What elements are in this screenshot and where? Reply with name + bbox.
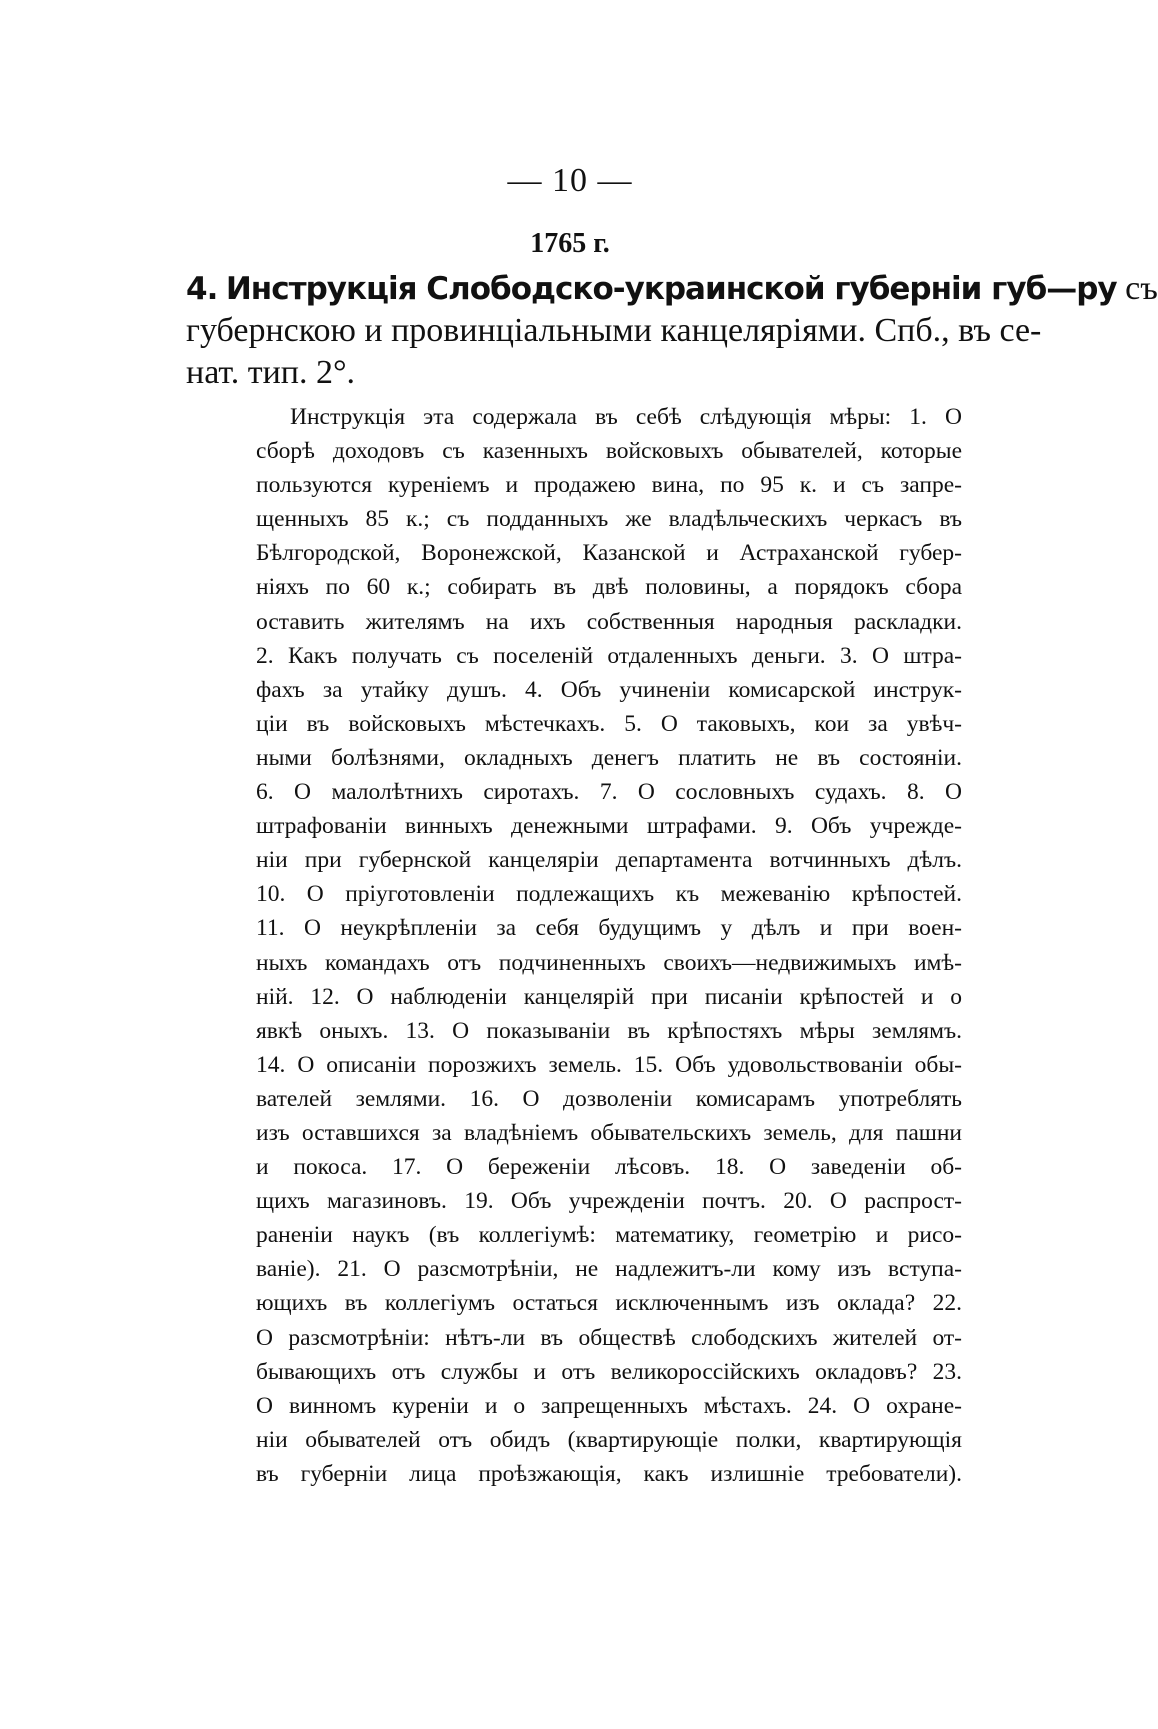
- body-line: въ губерніи лица проѣзжающія, какъ излишніе требователи).: [256, 1460, 962, 1487]
- entry-heading-fragment: съ: [1125, 270, 1158, 307]
- body-line: 10. О пріуготовленіи подлежащихъ къ межеванію крѣпостей.: [256, 881, 962, 908]
- body-line: ціи въ войсковыхъ мѣстечкахъ. 5. О таковыхъ, кои за увѣч-: [256, 710, 962, 737]
- body-line: явкѣ оныхъ. 13. О показываніи въ крѣпостяхъ мѣры землямъ.: [256, 1017, 962, 1044]
- body-line: ніи обывателей отъ обидъ (квартирующіе полки, квартирующія: [256, 1426, 962, 1453]
- entry-heading-line-3: нат. тип. 2°.: [186, 354, 356, 391]
- body-line: щенныхъ 85 к.; съ подданныхъ же владѣльческихъ черкасъ въ: [256, 506, 962, 533]
- body-line: 14. О описаніи порозжихъ земель. 15. Объ удовольствованіи обы-: [256, 1051, 962, 1078]
- body-line: 6. О малолѣтнихъ сиротахъ. 7. О сословныхъ судахъ. 8. О: [256, 779, 962, 806]
- body-line: раненіи наукъ (въ коллегіумѣ: математику, геометрію и рисо-: [256, 1222, 962, 1249]
- body-line: Инструкція эта содержала въ себѣ слѣдующія мѣры: 1. О: [290, 404, 962, 430]
- entry-heading-line-1: [186, 268, 1158, 310]
- body-line: О винномъ куреніи и о запрещенныхъ мѣстахъ. 24. О охране-: [256, 1392, 962, 1419]
- body-line: бывающихъ отъ службы и отъ великороссійскихъ окладовъ? 23.: [256, 1358, 962, 1385]
- body-line: изъ оставшихся за владѣніемъ обывательскихъ земель, для пашни: [256, 1119, 962, 1146]
- body-line: 11. О неукрѣпленіи за себя будущимъ у дѣлъ и при воен-: [256, 915, 962, 942]
- entry-title: Инструкція Слободско-украинской губерніи губ—ру: [225, 271, 1117, 307]
- body-paragraph: [256, 400, 962, 1491]
- year-heading: 1765 г.: [530, 228, 610, 259]
- body-line: ваніе). 21. О разсмотрѣніи, не надлежитъ-ли кому изъ вступа-: [256, 1256, 962, 1283]
- page-number: — 10 —: [507, 162, 633, 199]
- body-line: ній. 12. О наблюденіи канцелярій при писаніи крѣпостей и о: [256, 983, 962, 1010]
- body-line: вателей землями. 16. О дозволеніи комисарамъ употреблять: [256, 1085, 962, 1112]
- body-line: ющихъ въ коллегіумъ остаться исключеннымъ изъ оклада? 22.: [256, 1290, 962, 1317]
- body-line: Бѣлгородской, Воронежской, Казанской и Астраханской губер-: [256, 540, 962, 567]
- body-line: щихъ магазиновъ. 19. Объ учрежденіи почтъ. 20. О распрост-: [256, 1188, 962, 1215]
- body-line: ными болѣзнями, окладныхъ денегъ платить не въ состояніи.: [256, 744, 962, 771]
- body-line: штрафованіи винныхъ денежными штрафами. 9. Объ учрежде-: [256, 813, 962, 840]
- body-line: ніи при губернской канцеляріи департамента вотчинныхъ дѣлъ.: [256, 847, 962, 874]
- body-line: 2. Какъ получать съ поселеній отдаленныхъ деньги. 3. О штра-: [256, 642, 962, 669]
- body-line: фахъ за утайку душъ. 4. Объ учиненіи комисарской инструк-: [256, 676, 962, 703]
- body-line: О разсмотрѣніи: нѣтъ-ли въ обществѣ слободскихъ жителей от-: [256, 1324, 962, 1351]
- body-line: ныхъ командахъ отъ подчиненныхъ своихъ—недвижимыхъ имѣ-: [256, 949, 962, 976]
- body-line: оставить жителямъ на ихъ собственныя народныя раскладки.: [256, 608, 962, 635]
- entry-number: 4.: [186, 271, 218, 307]
- body-line: сборѣ доходовъ съ казенныхъ войсковыхъ обывателей, которые: [256, 438, 962, 465]
- body-line: и покоса. 17. О береженіи лѣсовъ. 18. О заведеніи об-: [256, 1154, 962, 1181]
- body-line: пользуются куреніемъ и продажею вина, по 95 к. и съ запре-: [256, 472, 962, 499]
- body-line: ніяхъ по 60 к.; собирать въ двѣ половины, а порядокъ сбора: [256, 574, 962, 601]
- entry-heading-line-2: губернскою и провинціальными канцеляріями. Спб., въ се-: [186, 312, 1042, 349]
- entry-heading: [186, 268, 1158, 394]
